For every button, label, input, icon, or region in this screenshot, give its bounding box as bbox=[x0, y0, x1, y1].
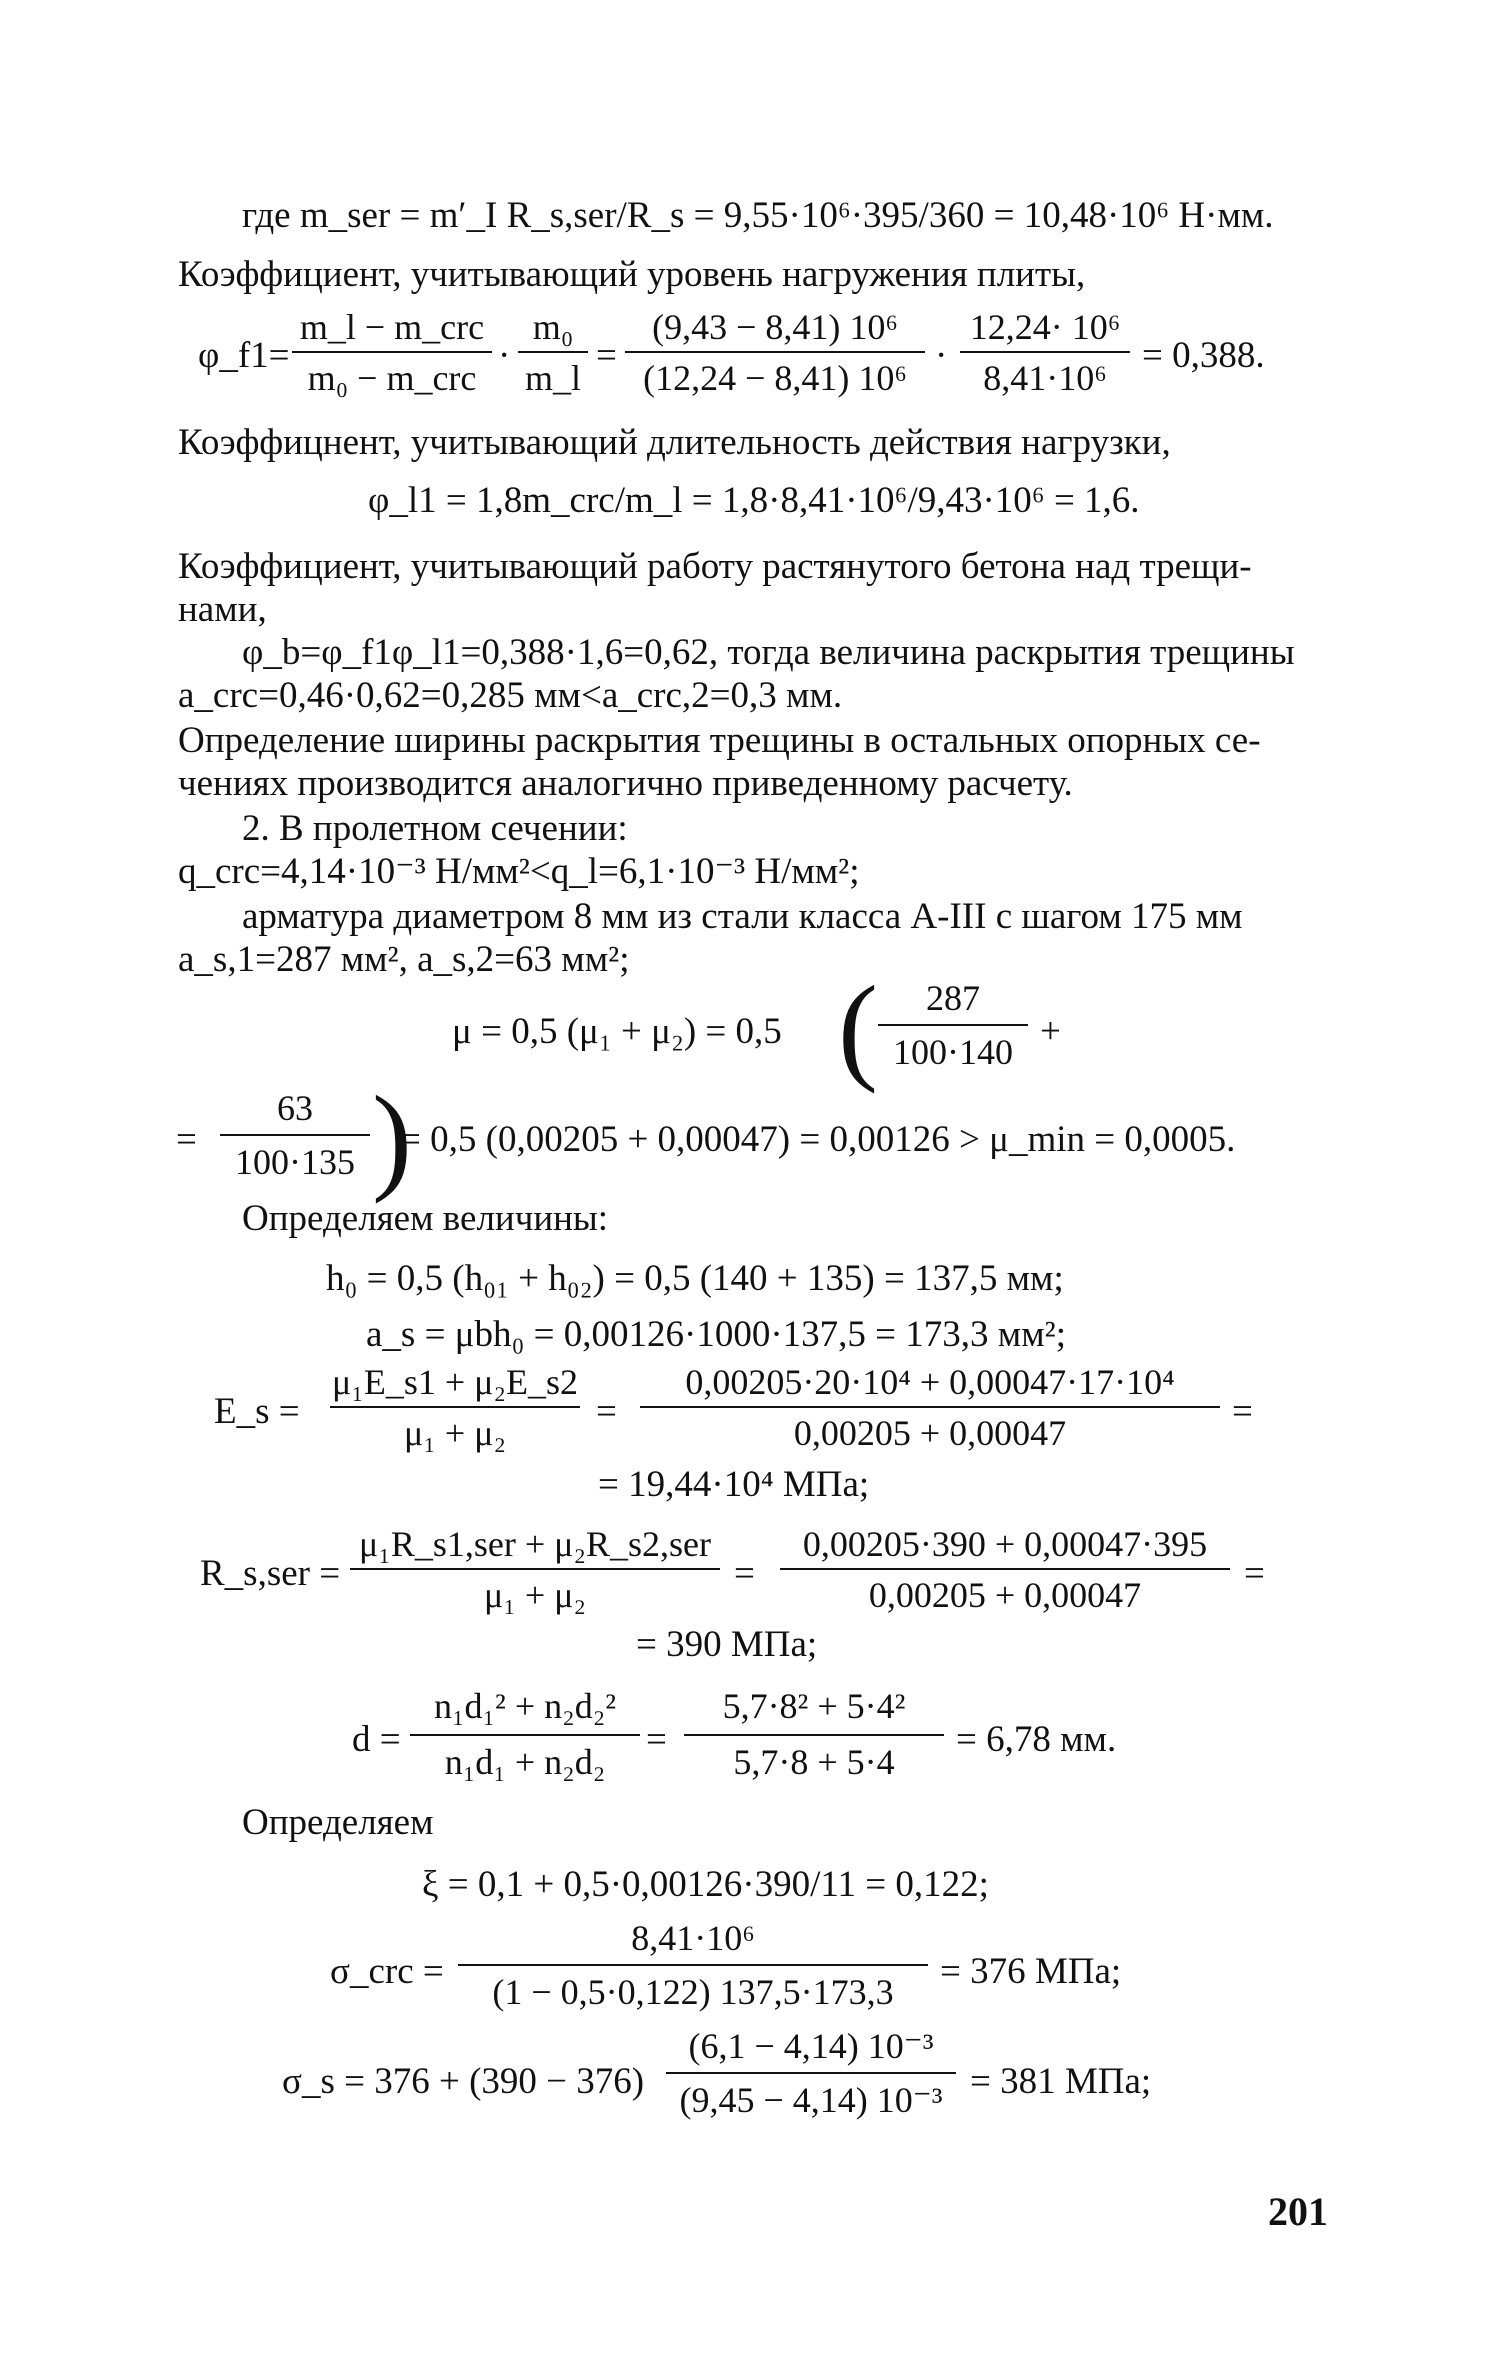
sigma-s-denominator: (9,45 − 4,14) 10⁻³ bbox=[679, 2080, 943, 2120]
text-line-18: Определяем величины: bbox=[242, 1198, 609, 1239]
formula-sigma-crc-lhs: σ_crc = bbox=[330, 1951, 444, 1992]
formula-sigma-s-result: = 381 МПа; bbox=[970, 2061, 1152, 2102]
formula-d-result: = 6,78 мм. bbox=[956, 1719, 1117, 1760]
formula-Rs-lhs: R_s,ser = bbox=[200, 1553, 341, 1594]
sigma-crc-numerator: 8,41·10⁶ bbox=[631, 1918, 755, 1958]
formula-as: a_s = μbh₀ = 0,00126·1000·137,5 = 173,3 мм²; bbox=[366, 1314, 1067, 1355]
d-frac-a-denominator: n₁d₁ + n₂d₂ bbox=[444, 1742, 606, 1782]
equals-1: = bbox=[596, 335, 617, 376]
text-line-11: чениях производится аналогично приведенному расчету. bbox=[178, 763, 1073, 804]
frac-d-numerator: 12,24· 10⁶ bbox=[969, 307, 1121, 347]
Es-frac-b-denominator: 0,00205 + 0,00047 bbox=[793, 1413, 1067, 1453]
Rs-equals: = bbox=[734, 1553, 755, 1594]
text-line-15: a_s,1=287 мм², a_s,2=63 мм²; bbox=[178, 939, 630, 980]
text-line-12: 2. В пролетном сечении: bbox=[242, 808, 628, 849]
frac-a-denominator: m₀ − m_crc bbox=[307, 358, 477, 398]
mu-plus: + bbox=[1040, 1011, 1061, 1052]
Es-frac-a-numerator: μ₁E_s1 + μ₂E_s2 bbox=[331, 1362, 578, 1402]
frac-d-denominator: 8,41·10⁶ bbox=[983, 358, 1107, 398]
mu-frac1-denominator: 100·140 bbox=[893, 1032, 1013, 1072]
text-line-6: Коэффициент, учитывающий работу растянутого бетона над трещи- bbox=[178, 546, 1252, 587]
text-line-8: φ_b=φ_f1φ_l1=0,388·1,6=0,62, тогда величина раскрытия трещины bbox=[242, 632, 1295, 673]
text-line-13: q_crc=4,14·10⁻³ Н/мм²<q_l=6,1·10⁻³ Н/мм²; bbox=[178, 851, 860, 892]
formula-Es-result: = 19,44·10⁴ МПа; bbox=[598, 1464, 870, 1505]
d-frac-b-numerator: 5,7·8² + 5·4² bbox=[722, 1686, 906, 1726]
text-line-26: Определяем bbox=[242, 1802, 434, 1843]
formula-sigma-s-lhs: σ_s = 376 + (390 − 376) bbox=[282, 2061, 645, 2102]
formula-phi-l1: φ_l1 = 1,8m_crc/m_l = 1,8·8,41·10⁶/9,43·10⁶ = 1,6. bbox=[368, 480, 1140, 521]
text-line-10: Определение ширины раскрытия трещины в остальных опорных се- bbox=[178, 720, 1261, 761]
d-frac-a-numerator: n₁d₁² + n₂d₂² bbox=[433, 1686, 617, 1726]
frac-a-numerator: m_l − m_crc bbox=[299, 307, 485, 347]
formula-phi-f1-result: = 0,388. bbox=[1142, 335, 1265, 376]
mu-frac1-numerator: 287 bbox=[926, 978, 980, 1018]
book-page: где m_ser = m′_I R_s,ser/R_s = 9,55·10⁶·395/360 = 10,48·10⁶ Н·мм. Коэффициент, учитывающий уровень нагружения плиты, φ_f1= m_l − m_crc m₀ − m_crc · m₀ m_l = (9,43 − 8,41) 10⁶ (12,24 − 8,41) 10⁶ · 12,24· 10⁶ 8,41·10⁶ = 0,388. Коэффицнент, учитывающий длительность действия нагрузки, φ_l1 = 1,8m_crc/m_l = 1,8·8,41·10⁶/9,43·10⁶ = 1,6. Коэффициент, учитывающий работу растянутого бетона над трещи- нами, φ_b=φ_f1φ_l1=0,388·1,6=0,62, тогда величина раскрытия трещины a_crc=0,46·0,62=0,285 мм<a_crc,2=0,3 мм. Определение ширины раскрытия трещины в остальных опорных се- чениях производится аналогично приведенному расчету. 2. В пролетном сечении: q_crc=4,14·10⁻³ Н/мм²<q_l=6,1·10⁻³ Н/мм²; арматура диаметром 8 мм из стали класса А-III с шагом 175 мм a_s,1=287 мм², a_s,2=63 мм²; μ = 0,5 (μ₁ + μ₂) = 0,5 ( 287 100·140 + = 63 100·135 ) = 0,5 (0,00205 + 0,00047) = 0,00126 > μ_min = 0,0005. Определяем величины: h₀ = 0,5 (h₀₁ + h₀₂) = 0,5 (140 + 135) = 137,5 мм; a_s = μbh₀ = 0,00126·1000·137,5 = 173,3 мм²; E_s = μ₁E_s1 + μ₂E_s2 μ₁ + μ₂ = 0,00205·20·10⁴ + 0,00047·17·10⁴ 0,00205 + 0,00047 = = 19,44·10⁴ МПа; R_s,ser = μ₁R_s1,ser + μ₂R_s2,ser μ₁ + μ₂ = 0,00205·390 + 0,00047·395 0,00205 + 0,00047 = = 390 МПа; d = n₁d₁² + n₂d₂² n₁d₁ + n₂d₂ = 5,7·8² + 5·4² 5,7·8 + 5·4 = 6,78 мм. Определяем ξ = 0,1 + 0,5·0,00126·390/11 = 0,122; σ_crc = 8,41·10⁶ (1 − 0,5·0,122) 137,5·173,3 = 376 МПа; σ_s = 376 + (390 − 376) (6,1 − 4,14) 10⁻³ (9,45 − 4,14) 10⁻³ = 381 МПа; 201 bbox=[176, 195, 1328, 2234]
page-number: 201 bbox=[1268, 2189, 1328, 2234]
formula-d-lhs: d = bbox=[352, 1719, 401, 1760]
Es-frac-b-numerator: 0,00205·20·10⁴ + 0,00047·17·10⁴ bbox=[685, 1362, 1175, 1402]
text-line-9: a_crc=0,46·0,62=0,285 мм<a_crc,2=0,3 мм. bbox=[178, 675, 843, 716]
Rs-frac-a-denominator: μ₁ + μ₂ bbox=[483, 1575, 586, 1615]
mu-frac2-numerator: 63 bbox=[277, 1088, 313, 1128]
mu-frac2-denominator: 100·135 bbox=[235, 1142, 355, 1182]
Es-frac-a-denominator: μ₁ + μ₂ bbox=[403, 1413, 506, 1453]
frac-b-numerator: m₀ bbox=[532, 307, 574, 347]
sigma-crc-denominator: (1 − 0,5·0,122) 137,5·173,3 bbox=[492, 1972, 894, 2012]
text-line-7: нами, bbox=[178, 589, 267, 630]
frac-c-numerator: (9,43 − 8,41) 10⁶ bbox=[652, 307, 898, 347]
formula-h0: h₀ = 0,5 (h₀₁ + h₀₂) = 0,5 (140 + 135) = 137,5 мм; bbox=[326, 1258, 1064, 1299]
dot-2: · bbox=[935, 335, 948, 376]
text-line-1: где m_ser = m′_I R_s,ser/R_s = 9,55·10⁶·395/360 = 10,48·10⁶ Н·мм. bbox=[242, 195, 1274, 236]
d-frac-b-denominator: 5,7·8 + 5·4 bbox=[733, 1742, 895, 1782]
formula-sigma-crc-result: = 376 МПа; bbox=[940, 1951, 1122, 1992]
sigma-s-numerator: (6,1 − 4,14) 10⁻³ bbox=[688, 2026, 934, 2066]
Es-equals: = bbox=[596, 1391, 617, 1432]
formula-Rs-result: = 390 МПа; bbox=[636, 1624, 818, 1665]
formula-mu-result: = 0,5 (0,00205 + 0,00047) = 0,00126 > μ_min = 0,0005. bbox=[400, 1119, 1236, 1160]
text-line-4: Коэффицнент, учитывающий длительность действия нагрузки, bbox=[178, 422, 1171, 463]
dot-1: · bbox=[498, 335, 511, 376]
formula-phi-f1-lhs: φ_f1= bbox=[198, 335, 290, 376]
Rs-equals-end: = bbox=[1244, 1553, 1265, 1594]
text-line-2: Коэффициент, учитывающий уровень нагружения плиты, bbox=[178, 254, 1086, 295]
Rs-frac-a-numerator: μ₁R_s1,ser + μ₂R_s2,ser bbox=[358, 1524, 711, 1564]
d-equals: = bbox=[646, 1719, 667, 1760]
Es-equals-end: = bbox=[1232, 1391, 1253, 1432]
Rs-frac-b-denominator: 0,00205 + 0,00047 bbox=[868, 1575, 1142, 1615]
frac-b-denominator: m_l bbox=[524, 358, 581, 398]
frac-c-denominator: (12,24 − 8,41) 10⁶ bbox=[643, 358, 907, 398]
formula-xi: ξ = 0,1 + 0,5·0,00126·390/11 = 0,122; bbox=[422, 1864, 989, 1905]
text-line-14: арматура диаметром 8 мм из стали класса А-III с шагом 175 мм bbox=[242, 896, 1243, 937]
formula-Es-lhs: E_s = bbox=[214, 1391, 300, 1432]
formula-mu-lhs: μ = 0,5 (μ₁ + μ₂) = 0,5 bbox=[452, 1011, 782, 1052]
Rs-frac-b-numerator: 0,00205·390 + 0,00047·395 bbox=[802, 1524, 1208, 1564]
mu-equals-2: = bbox=[176, 1119, 197, 1160]
